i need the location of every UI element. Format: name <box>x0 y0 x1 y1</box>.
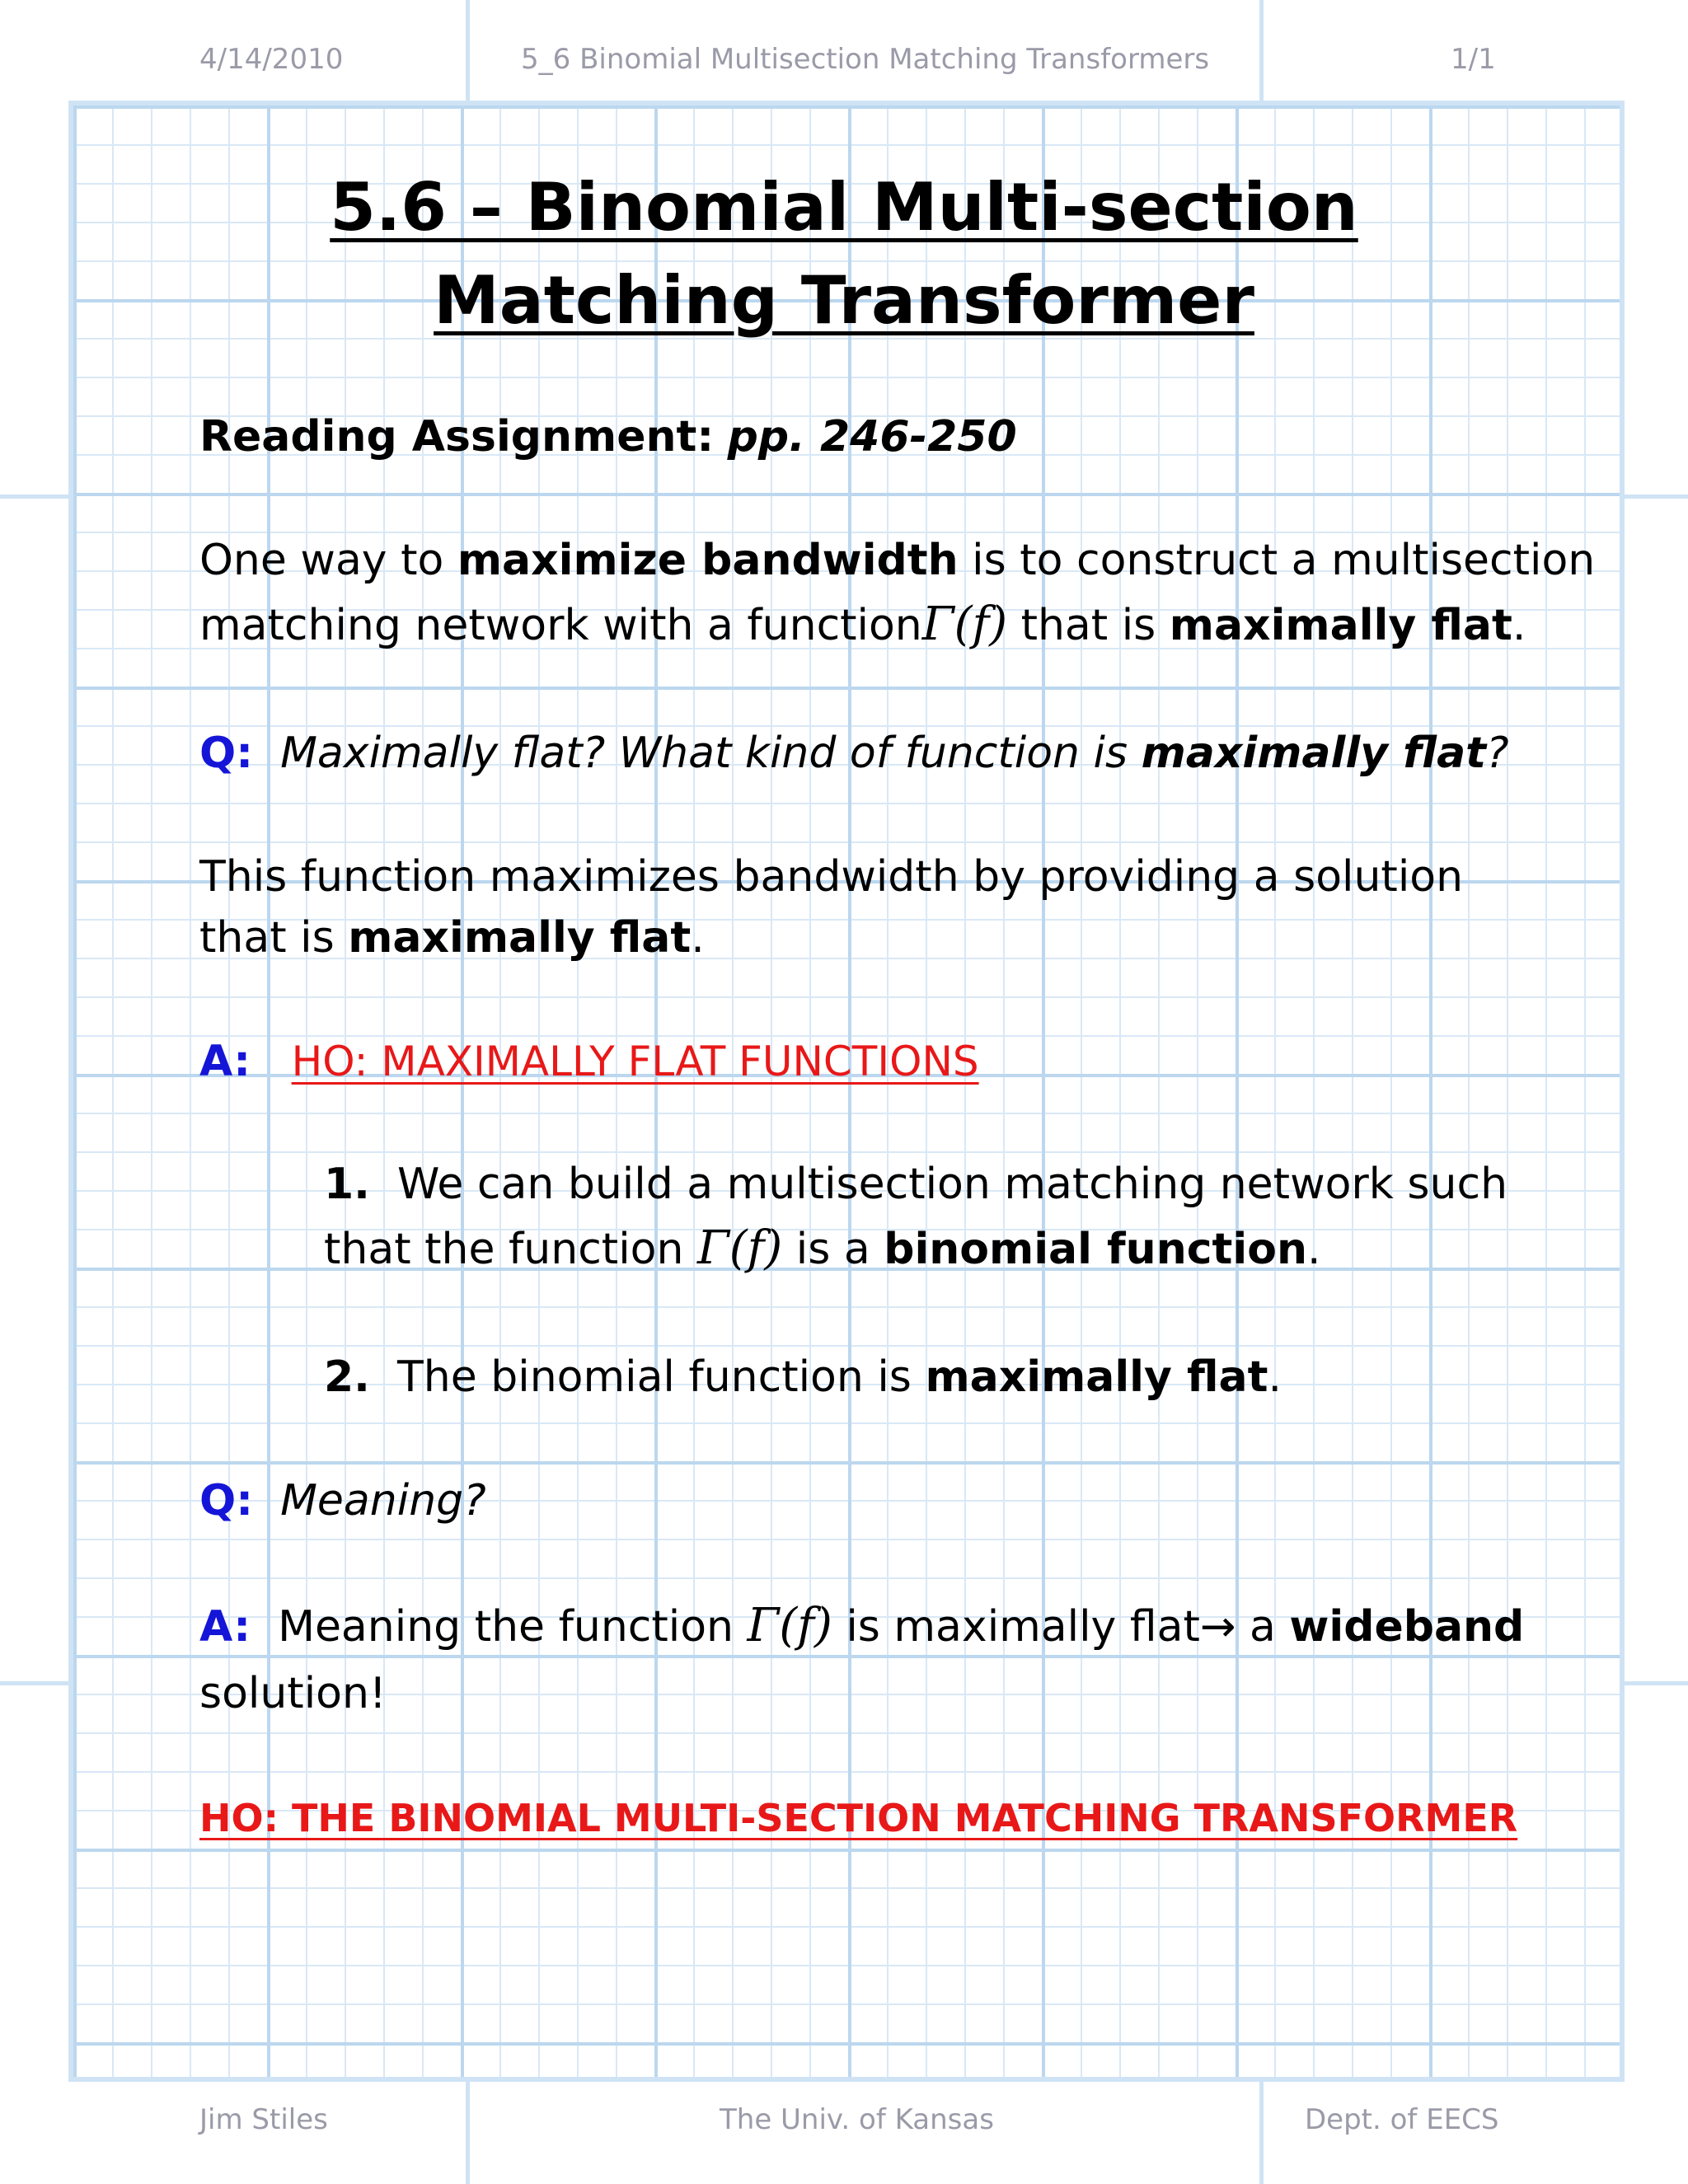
para1-emphasis: maximize bandwidth <box>457 536 959 585</box>
item2-text: The binomial function is <box>397 1352 926 1402</box>
side-tick-left-lower <box>0 1681 68 1685</box>
header-separator-right <box>1259 0 1264 101</box>
para1-l2-emphasis: maximally flat <box>1169 601 1512 650</box>
footer-separator-left <box>466 2082 470 2184</box>
para1-line2 <box>199 598 1526 651</box>
page-title-line1: 5.6 – Binomial Multi-section <box>330 169 1358 246</box>
para2-period: . <box>691 913 705 963</box>
item1-number: 1. <box>324 1160 370 1209</box>
side-tick-right-upper <box>1625 494 1688 499</box>
para1-l2-period: . <box>1512 601 1526 650</box>
footer-department: Dept. of EECS <box>1305 2103 1499 2136</box>
gamma-f-math: Γ(f) <box>696 1221 783 1275</box>
item1-line1 <box>324 1160 1507 1209</box>
answer-2-line2: solution! <box>199 1669 387 1718</box>
footer-author: Jim Stiles <box>199 2103 328 2136</box>
a2-text-mid: is maximally flat <box>832 1602 1200 1652</box>
para2-text: that is <box>199 913 349 963</box>
item1-period: . <box>1306 1225 1321 1274</box>
item2-period: . <box>1268 1352 1282 1402</box>
footer-separator-right <box>1259 2082 1264 2184</box>
question-2 <box>199 1476 486 1526</box>
item2-emphasis: maximally flat <box>925 1352 1268 1402</box>
gamma-f-math: Γ(f) <box>921 598 1008 651</box>
header-page-number: 1/1 <box>1451 43 1496 76</box>
item1-l2-text: that the function <box>324 1225 697 1274</box>
side-tick-left-upper <box>0 494 68 499</box>
para1-text: One way to <box>199 536 457 585</box>
para1-text-end: is to construct a multisection <box>958 536 1596 585</box>
a2-text-a: a <box>1236 1602 1290 1652</box>
para1-l2-mid: that is <box>1007 601 1170 650</box>
item1-l2-mid: is a <box>782 1225 884 1274</box>
para1-l2-text: matching network with a function <box>199 601 922 650</box>
answer-1 <box>199 1037 979 1086</box>
item1-line2 <box>324 1221 1321 1275</box>
q1-end: ? <box>1486 729 1509 778</box>
para2-emphasis: maximally flat <box>348 913 692 963</box>
header-separator-left <box>466 0 470 101</box>
maximally-flat-functions-link[interactable]: HO: MAXIMALLY FLAT FUNCTIONS <box>291 1038 979 1085</box>
q1-text: Maximally flat? What kind of function is <box>280 729 1142 778</box>
gamma-f-math: Γ(f) <box>747 1599 832 1652</box>
item2 <box>324 1352 1282 1402</box>
q1-emphasis: maximally flat <box>1141 729 1487 778</box>
a2-text: Meaning the function <box>278 1602 748 1652</box>
question-1 <box>199 729 1509 778</box>
side-tick-right-lower <box>1625 1681 1688 1685</box>
reading-assignment <box>199 412 1017 462</box>
graph-paper-area <box>68 101 1625 2082</box>
answer-2-line1 <box>199 1599 1524 1652</box>
link2-wrapper <box>199 1793 1517 1842</box>
right-arrow-icon: → <box>1199 1602 1236 1652</box>
para1-line1 <box>199 536 1595 585</box>
reading-label: Reading Assignment: <box>199 412 715 462</box>
item1-text: We can build a multisection matching network such <box>397 1160 1508 1209</box>
para2-line1: This function maximizes bandwidth by providing a solution <box>199 852 1464 902</box>
a-label: A: <box>199 1037 251 1086</box>
header-date: 4/14/2010 <box>199 43 344 76</box>
q-label: Q: <box>199 729 253 778</box>
page-title-line2: Matching Transformer <box>434 262 1254 339</box>
header-doc-title: 5_6 Binomial Multisection Matching Transformers <box>521 43 1210 76</box>
binomial-transformer-link[interactable]: HO: THE BINOMIAL MULTI-SECTION MATCHING TRANSFORMER <box>199 1796 1518 1840</box>
footer-university: The Univ. of Kansas <box>720 2103 994 2136</box>
item1-emphasis: binomial function <box>884 1225 1307 1274</box>
a2-emphasis: wideband <box>1289 1602 1525 1652</box>
q-label: Q: <box>199 1476 253 1526</box>
a-label: A: <box>199 1602 251 1652</box>
item2-number: 2. <box>324 1352 370 1402</box>
q2-text: Meaning? <box>280 1476 486 1526</box>
para2-line2 <box>199 913 705 963</box>
reading-pages: pp. 246-250 <box>727 412 1017 462</box>
